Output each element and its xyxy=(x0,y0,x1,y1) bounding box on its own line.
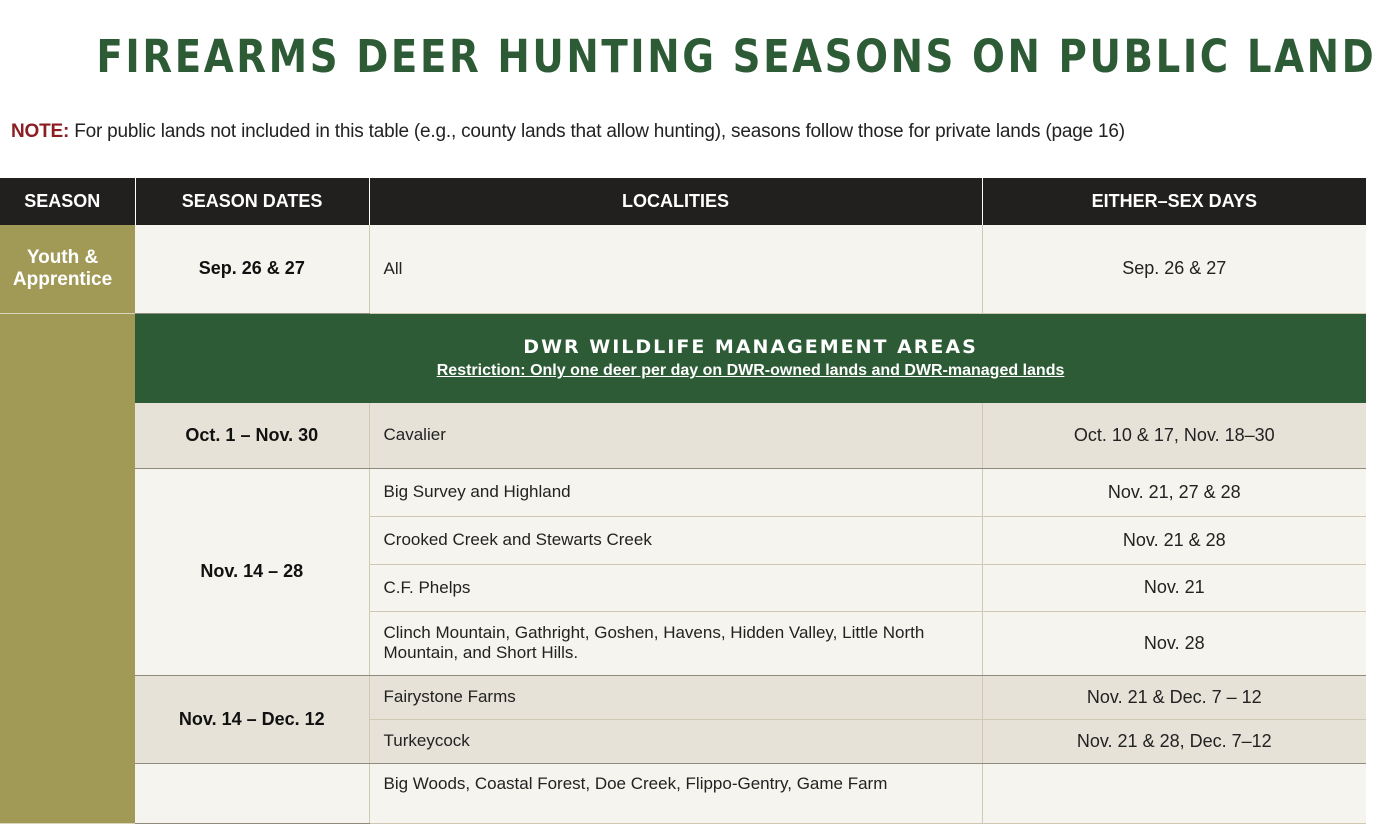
either-sex-days-cell: Nov. 21 & Dec. 7 – 12 xyxy=(982,675,1366,719)
seasons-table xyxy=(0,178,1366,824)
localities-cell: Crooked Creek and Stewarts Creek xyxy=(369,516,982,564)
localities-cell: All xyxy=(369,225,982,313)
table-row xyxy=(0,468,1366,516)
either-sex-days-cell: Nov. 21, 27 & 28 xyxy=(982,468,1366,516)
table-row xyxy=(0,225,1366,313)
wma-title: DWR WILDLIFE MANAGEMENT AREAS xyxy=(523,336,978,359)
table-row xyxy=(0,763,1366,823)
either-sex-days-cell: Nov. 21 & 28, Dec. 7–12 xyxy=(982,719,1366,763)
season-dates-cell xyxy=(135,763,369,823)
wma-section-row xyxy=(0,313,1366,403)
either-sex-days-cell: Oct. 10 & 17, Nov. 18–30 xyxy=(982,403,1366,468)
table-row xyxy=(0,675,1366,719)
header-season-dates: SEASON DATES xyxy=(135,178,369,225)
season-general-firearms xyxy=(0,313,135,823)
either-sex-days-cell: Nov. 21 & 28 xyxy=(982,516,1366,564)
season-dates-cell: Nov. 14 – Dec. 12 xyxy=(135,675,369,763)
page-title: FIREARMS DEER HUNTING SEASONS ON PUBLIC LAND xyxy=(96,30,1376,83)
localities-cell: Big Survey and Highland xyxy=(369,468,982,516)
header-localities: LOCALITIES xyxy=(369,178,982,225)
table-row xyxy=(0,403,1366,468)
note-text: For public lands not included in this table (e.g., county lands that allow hunting), seasons follow those for private lands (page 16) xyxy=(69,121,1125,142)
header-season: SEASON xyxy=(0,178,135,225)
note xyxy=(11,121,1125,143)
localities-cell: Cavalier xyxy=(369,403,982,468)
either-sex-days-cell: Sep. 26 & 27 xyxy=(982,225,1366,313)
wma-banner xyxy=(135,313,1366,403)
either-sex-days-cell: Nov. 28 xyxy=(982,611,1366,675)
season-youth-apprentice: Youth & Apprentice xyxy=(0,225,135,313)
localities-cell: Big Woods, Coastal Forest, Doe Creek, Flippo-Gentry, Game Farm xyxy=(369,763,982,823)
season-dates-cell: Oct. 1 – Nov. 30 xyxy=(135,403,369,468)
note-label: NOTE: xyxy=(11,121,70,142)
either-sex-days-cell xyxy=(982,763,1366,823)
wma-restriction: Restriction: Only one deer per day on DWR-owned lands and DWR-managed lands xyxy=(436,362,1065,380)
table-header-row xyxy=(0,178,1366,225)
localities-cell: Turkeycock xyxy=(369,719,982,763)
either-sex-days-cell: Nov. 21 xyxy=(982,564,1366,611)
localities-cell: Fairystone Farms xyxy=(369,675,982,719)
header-either-sex-days: EITHER–SEX DAYS xyxy=(982,178,1366,225)
localities-cell: C.F. Phelps xyxy=(369,564,982,611)
localities-cell: Clinch Mountain, Gathright, Goshen, Havens, Hidden Valley, Little North Mountain, and Short Hills. xyxy=(369,611,982,675)
season-dates-cell: Sep. 26 & 27 xyxy=(135,225,369,313)
season-dates-cell: Nov. 14 – 28 xyxy=(135,468,369,675)
